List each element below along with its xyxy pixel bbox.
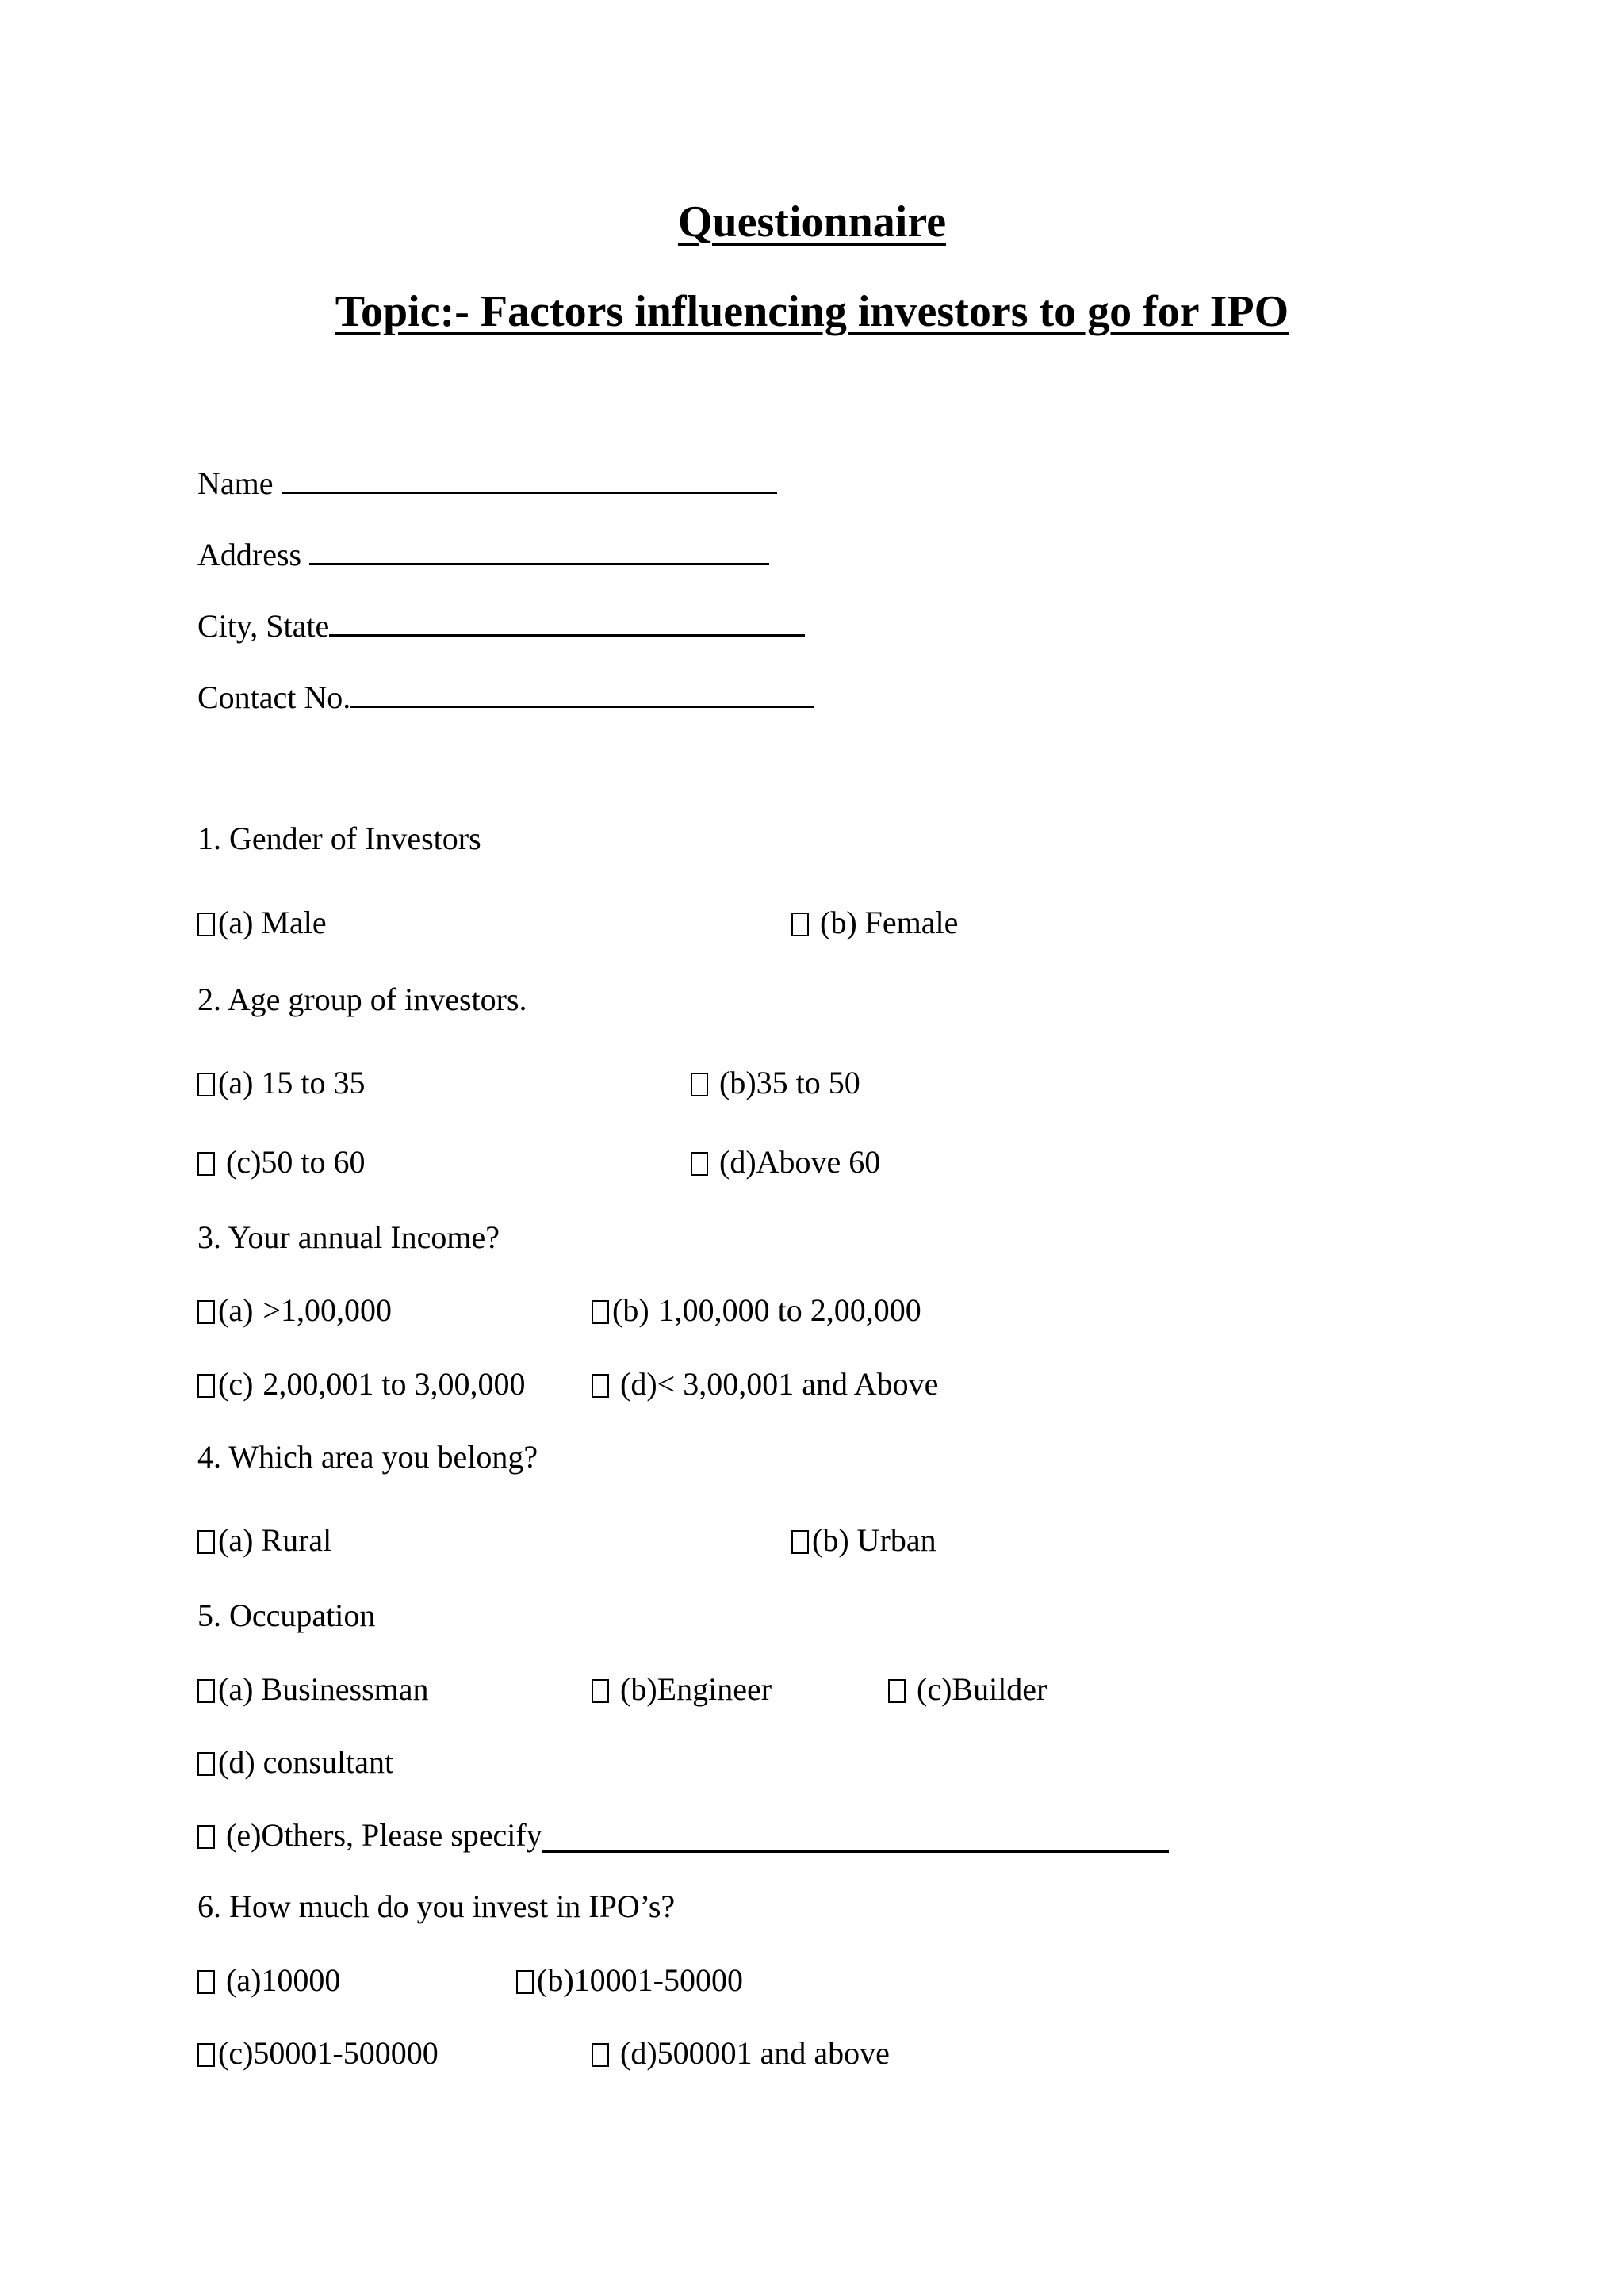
address-blank[interactable] bbox=[309, 531, 769, 565]
contact-label: Contact No. bbox=[197, 679, 351, 715]
option-invest-b[interactable] bbox=[516, 1958, 743, 2003]
option-label: (b) Female bbox=[820, 905, 959, 940]
option-letter: (c) bbox=[218, 1366, 254, 1402]
option-age-50-60[interactable] bbox=[197, 1140, 366, 1184]
option-invest-d[interactable] bbox=[592, 2031, 890, 2076]
option-label: (d)500001 and above bbox=[620, 2035, 890, 2071]
option-label: (d)Above 60 bbox=[719, 1144, 881, 1180]
option-label: (d) consultant bbox=[218, 1744, 394, 1780]
question-6: 6. How much do you invest in IPO’s? bbox=[197, 1888, 676, 1924]
option-age-above-60[interactable] bbox=[691, 1140, 880, 1184]
checkbox-icon[interactable] bbox=[197, 1970, 215, 1994]
option-male[interactable] bbox=[197, 901, 327, 945]
option-age-35-50[interactable] bbox=[691, 1061, 860, 1105]
option-others[interactable] bbox=[197, 1813, 1169, 1858]
name-field-row bbox=[197, 460, 777, 506]
city-state-blank[interactable] bbox=[329, 603, 805, 637]
option-label: 1,00,000 to 2,00,000 bbox=[658, 1292, 921, 1328]
checkbox-icon[interactable] bbox=[197, 1530, 215, 1554]
checkbox-icon[interactable] bbox=[197, 1374, 215, 1398]
option-rural[interactable] bbox=[197, 1518, 331, 1563]
question-5: 5. Occupation bbox=[197, 1598, 376, 1633]
page-title: Questionnaire bbox=[677, 197, 947, 247]
option-label: (a)10000 bbox=[226, 1962, 341, 1998]
checkbox-icon[interactable] bbox=[516, 1970, 534, 1994]
checkbox-icon[interactable] bbox=[592, 2043, 609, 2067]
option-label: 2,00,001 to 3,00,000 bbox=[262, 1366, 526, 1402]
option-invest-a[interactable] bbox=[197, 1958, 340, 2003]
checkbox-icon[interactable] bbox=[791, 913, 809, 936]
option-label: < 3,00,001 and Above bbox=[657, 1366, 939, 1402]
checkbox-icon[interactable] bbox=[197, 1679, 215, 1703]
name-blank[interactable] bbox=[282, 460, 777, 494]
question-4: 4. Which area you belong? bbox=[197, 1439, 538, 1475]
city-state-label: City, State bbox=[197, 608, 330, 644]
option-income-c[interactable] bbox=[197, 1362, 526, 1406]
option-female[interactable] bbox=[791, 901, 958, 945]
option-letter: (a) bbox=[218, 1292, 254, 1328]
option-label: (a) Businessman bbox=[218, 1671, 429, 1707]
city-state-field-row bbox=[197, 603, 805, 649]
others-specify-blank[interactable] bbox=[542, 1819, 1169, 1853]
option-label: (b)10001-50000 bbox=[537, 1962, 743, 1998]
option-businessman[interactable] bbox=[197, 1667, 429, 1712]
option-label: (b)35 to 50 bbox=[719, 1065, 860, 1100]
option-income-b[interactable] bbox=[592, 1288, 921, 1333]
checkbox-icon[interactable] bbox=[888, 1679, 906, 1703]
option-label: (a) Male bbox=[218, 905, 327, 940]
option-age-15-35[interactable] bbox=[197, 1061, 366, 1105]
checkbox-icon[interactable] bbox=[791, 1530, 809, 1554]
checkbox-icon[interactable] bbox=[197, 2043, 215, 2067]
checkbox-icon[interactable] bbox=[197, 1300, 215, 1324]
option-label: (a) 15 to 35 bbox=[218, 1065, 366, 1100]
checkbox-icon[interactable] bbox=[691, 1073, 708, 1096]
checkbox-icon[interactable] bbox=[592, 1679, 609, 1703]
address-field-row bbox=[197, 531, 769, 577]
checkbox-icon[interactable] bbox=[197, 1152, 215, 1176]
option-label: (e)Others, Please specify bbox=[226, 1817, 542, 1853]
topic-heading: Topic:- Factors influencing investors to go for IPO bbox=[335, 287, 1289, 336]
checkbox-icon[interactable] bbox=[197, 1073, 215, 1096]
option-label: (c)50001-500000 bbox=[218, 2035, 439, 2071]
option-consultant[interactable] bbox=[197, 1740, 393, 1785]
option-letter: (b) bbox=[612, 1292, 649, 1328]
option-label: (b)Engineer bbox=[620, 1671, 772, 1707]
option-income-d[interactable] bbox=[592, 1362, 938, 1406]
checkbox-icon[interactable] bbox=[592, 1300, 609, 1324]
address-label: Address bbox=[197, 537, 302, 572]
checkbox-icon[interactable] bbox=[197, 1825, 215, 1849]
option-letter: (d) bbox=[620, 1366, 657, 1402]
option-builder[interactable] bbox=[888, 1667, 1047, 1712]
option-urban[interactable] bbox=[791, 1518, 936, 1563]
checkbox-icon[interactable] bbox=[592, 1374, 609, 1398]
contact-blank[interactable] bbox=[350, 674, 814, 708]
option-label: >1,00,000 bbox=[262, 1292, 392, 1328]
contact-field-row bbox=[197, 674, 814, 720]
question-3: 3. Your annual Income? bbox=[197, 1219, 500, 1255]
name-label: Name bbox=[197, 465, 274, 501]
option-engineer[interactable] bbox=[592, 1667, 772, 1712]
option-label: (b) Urban bbox=[812, 1522, 936, 1558]
checkbox-icon[interactable] bbox=[691, 1152, 708, 1176]
question-2: 2. Age group of investors. bbox=[197, 982, 527, 1017]
checkbox-icon[interactable] bbox=[197, 1752, 215, 1776]
option-label: (c)Builder bbox=[917, 1671, 1048, 1707]
checkbox-icon[interactable] bbox=[197, 913, 215, 936]
option-label: (c)50 to 60 bbox=[226, 1144, 366, 1180]
option-label: (a) Rural bbox=[218, 1522, 332, 1558]
question-1: 1. Gender of Investors bbox=[197, 821, 481, 856]
option-invest-c[interactable] bbox=[197, 2031, 439, 2076]
option-income-a[interactable] bbox=[197, 1288, 392, 1333]
